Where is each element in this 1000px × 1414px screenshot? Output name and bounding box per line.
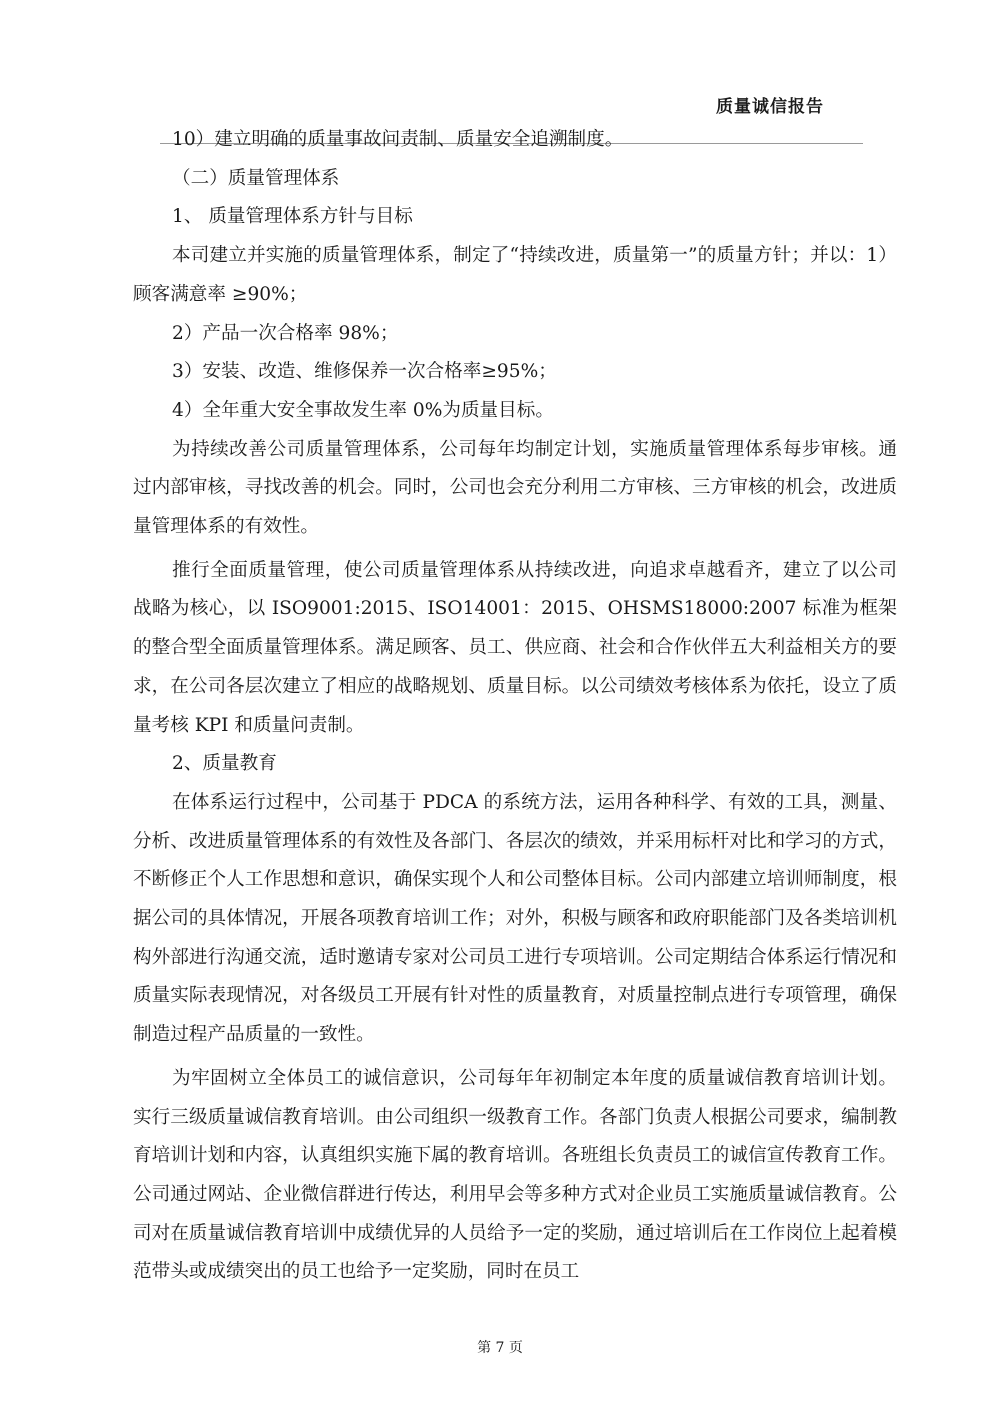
section-heading-quality-system: （二）质量管理体系 [172, 167, 340, 189]
paragraph-goal-safety: 4）全年重大安全事故发生率 0%为质量目标。 [172, 399, 554, 421]
paragraph-quality-policy: 本司建立并实施的质量管理体系，制定了“持续改进，质量第一”的质量方针；并以：1）顾客满意率 ≥90%； [133, 245, 897, 305]
page-number: 第 7 页 [477, 1340, 523, 1356]
paragraph-tqm: 推行全面质量管理，使公司质量管理体系从持续改进，向追求卓越看齐，建立了以公司战略为核心，以 ISO9001:2015、ISO14001：2015、OHSMS18000:2007 标准为框架的整合型全面质量管理体系。满足顾客、员工、供应商、社会和合作伙伴五大利益相关方的要求，在公司各层次建立了相应的战略规划、质量目标。以公司绩效考核体系为依托，设立了质量考核 KPI 和质量问责制。 [133, 559, 897, 736]
document-body [133, 121, 897, 1292]
paragraph-integrity-training: 为牢固树立全体员工的诚信意识，公司每年年初制定本年度的质量诚信教育培训计划。实行三级质量诚信教育培训。由公司组织一级教育工作。各部门负责人根据公司要求，编制教育培训计划和内容，认真组织实施下属的教育培训。各班组长负责员工的诚信宣传教育工作。公司通过网站、企业微信群进行传达，利用早会等多种方式对企业员工实施质量诚信教育。公司对在质量诚信教育培训中成绩优异的人员给予一定的奖励，通过培训后在工作岗位上起着模范带头或成绩突出的员工也给予一定奖励，同时在员工 [133, 1067, 897, 1283]
paragraph-goal-installation: 3）安装、改造、维修保养一次合格率≥95%； [172, 361, 557, 383]
page-header-title: 质量诚信报告 [716, 97, 824, 117]
subsection-heading-policy-goals: 1、 质量管理体系方针与目标 [172, 206, 413, 228]
paragraph-accountability: 10）建立明确的质量事故问责制、质量安全追溯制度。 [172, 129, 624, 150]
paragraph-audit: 为持续改善公司质量管理体系，公司每年均制定计划，实施质量管理体系每步审核。通过内部审核，寻找改善的机会。同时，公司也会充分利用二方审核、三方审核的机会，改进质量管理体系的有效性。 [133, 438, 897, 538]
subsection-heading-education: 2、质量教育 [172, 753, 277, 775]
paragraph-goal-pass-rate: 2）产品一次合格率 98%； [172, 322, 399, 344]
paragraph-pdca: 在体系运行过程中，公司基于 PDCA 的系统方法，运用各种科学、有效的工具，测量、分析、改进质量管理体系的有效性及各部门、各层次的绩效，并采用标杆对比和学习的方式，不断修正个人工作思想和意识，确保实现个人和公司整体目标。公司内部建立培训师制度，根据公司的具体情况，开展各项教育培训工作；对外，积极与顾客和政府职能部门及各类培训机构外部进行沟通交流，适时邀请专家对公司员工进行专项培训。公司定期结合体系运行情况和质量实际表现情况，对各级员工开展有针对性的质量教育，对质量控制点进行专项管理，确保制造过程产品质量的一致性。 [133, 791, 897, 1046]
